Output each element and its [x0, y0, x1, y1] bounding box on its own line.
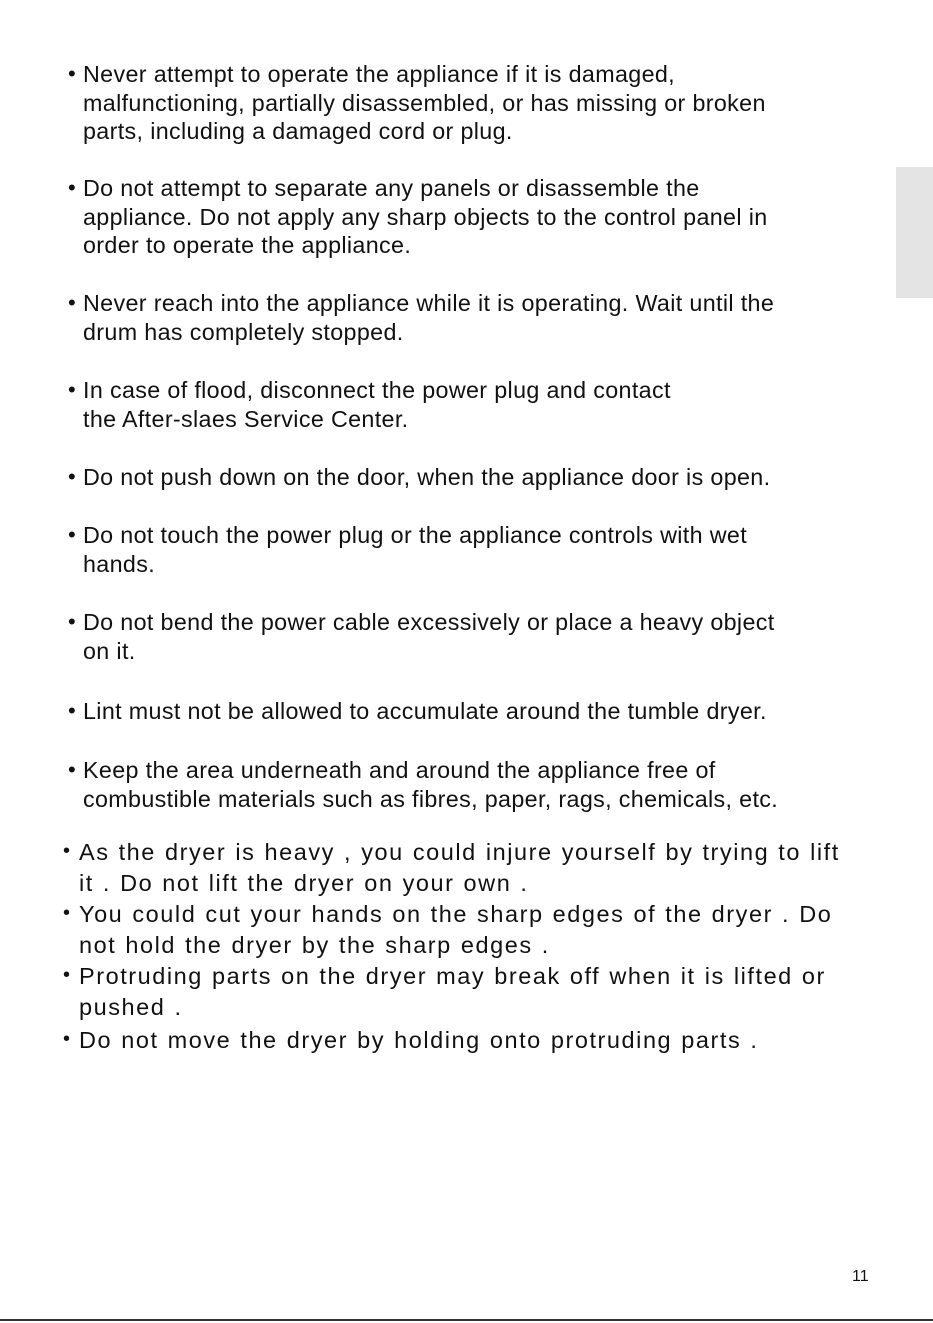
- bullet-icon: •: [68, 464, 76, 489]
- bullet-icon: •: [68, 522, 76, 547]
- list-item-text: Never reach into the appliance while it is operating. Wait until the drum has completely stopped.: [83, 290, 775, 345]
- bullet-icon: •: [63, 902, 71, 924]
- list-item-text: Keep the area underneath and around the appliance free of combustible materials such as fibres, paper, rags, chemicals, etc.: [83, 757, 779, 812]
- bullet-icon: •: [68, 61, 76, 86]
- bullet-icon: •: [68, 377, 76, 402]
- list-item-text: Do not touch the power plug or the appliance controls with wet hands.: [83, 522, 748, 577]
- list-item-text: You could cut your hands on the sharp edges of the dryer . Do not hold the dryer by the sharp edges .: [79, 901, 833, 958]
- list-item-text: As the dryer is heavy , you could injure yourself by trying to lift it . Do not lift the dryer on your own .: [79, 839, 840, 896]
- bullet-icon: •: [68, 609, 76, 634]
- bullet-icon: •: [68, 290, 76, 315]
- bullet-icon: •: [63, 840, 71, 862]
- bullet-icon: •: [63, 964, 71, 986]
- bullet-icon: •: [68, 175, 76, 200]
- bullet-icon: •: [63, 1028, 71, 1050]
- bullet-icon: •: [68, 698, 76, 723]
- list-item-text: Lint must not be allowed to accumulate around the tumble dryer.: [83, 698, 767, 724]
- list-item-text: Never attempt to operate the appliance if it is damaged, malfunctioning, partially disassembled, or has missing or broken parts, including a damaged cord or plug.: [83, 61, 766, 145]
- bullet-icon: •: [68, 757, 76, 782]
- section-tab-marker: [896, 167, 933, 298]
- list-item-text: Protruding parts on the dryer may break off when it is lifted or pushed .: [79, 963, 826, 1020]
- list-item-text: Do not attempt to separate any panels or disassemble the appliance. Do not apply any sharp objects to the control panel in order to operate the appliance.: [83, 175, 768, 259]
- list-item-text: In case of flood, disconnect the power plug and contact the After-slaes Service Center.: [83, 377, 671, 432]
- list-item-text: Do not push down on the door, when the appliance door is open.: [83, 464, 771, 490]
- list-item-text: Do not bend the power cable excessively or place a heavy object on it.: [83, 609, 775, 664]
- page-number: 11: [852, 1268, 869, 1285]
- list-item-text: Do not move the dryer by holding onto protruding parts .: [79, 1027, 759, 1053]
- page-bottom-rule: [0, 1319, 933, 1321]
